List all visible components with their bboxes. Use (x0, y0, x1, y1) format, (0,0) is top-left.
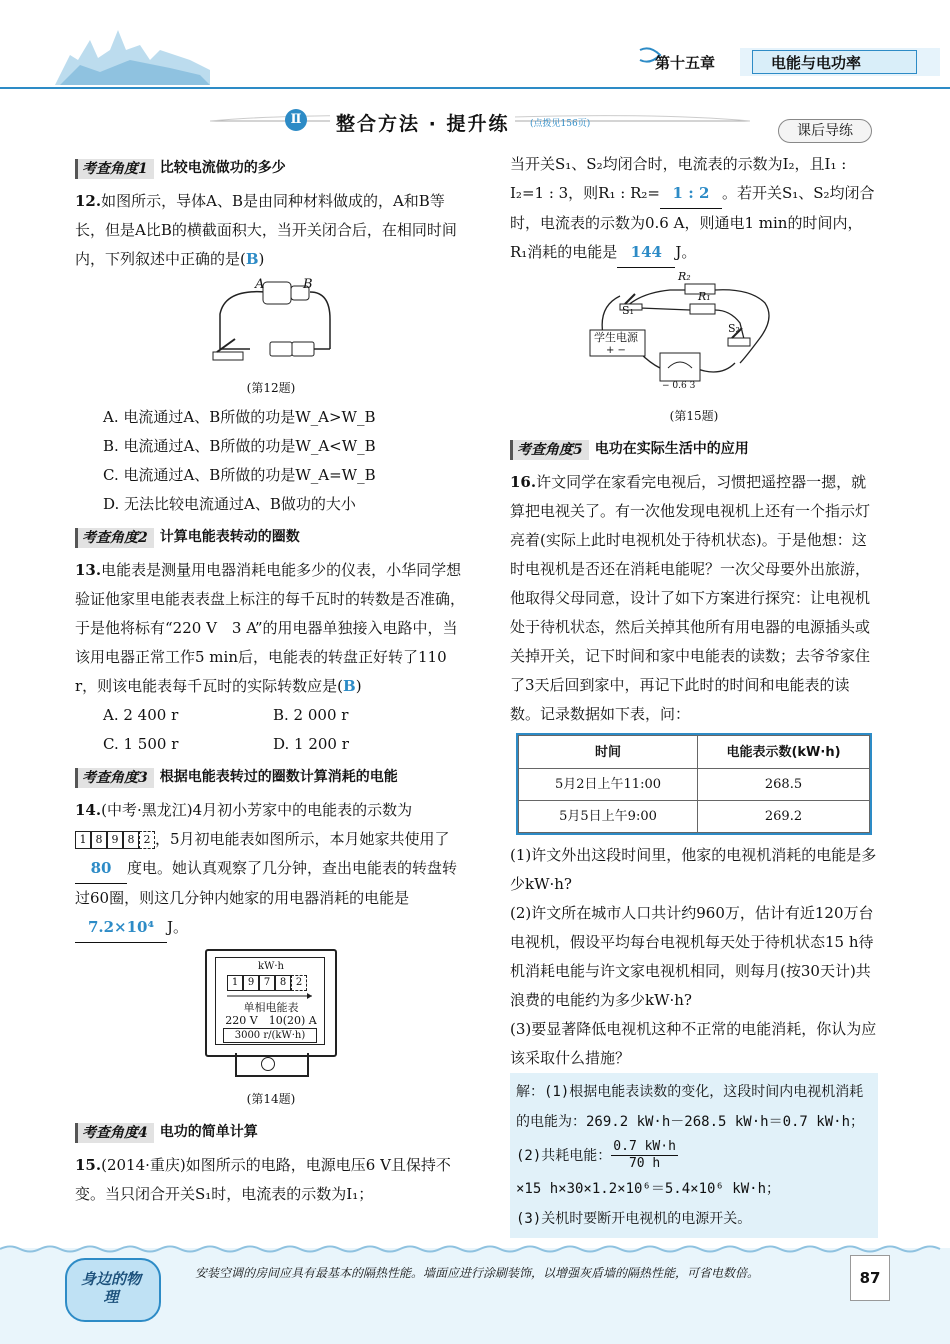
figure-14-meter (75, 949, 467, 1085)
label-a: A (255, 277, 265, 292)
angle-heading-3: 考查角度3 根据电能表转过的圈数计算消耗的电能 (75, 763, 467, 792)
question-16: 16.许文同学在家看完电视后，习惯把遥控器一摁，就算把电视关了。有一次他发现电视机上还有一个指示灯亮着(实际上此时电视机处于待机状态)。于是他想：这时电视机是否还在消耗电能呢？一次父母要外出旅游，他取得父母同意，设计了如下方案进行探究：让电视机处于待机状态，然后关掉其他所有用电器的电源插头或关掉开关，记下时间和家中电能表的读数；去爷爷家住了3天后回到家中，再记下此时的时间和电能表的读数。记录数据如下表，问： (510, 473, 871, 723)
table-cell: 268.5 (698, 769, 870, 801)
sub-question-3: (3)要显著降低电视机这种不正常的电能消耗，你认为应该采取什么措施？ (510, 1020, 877, 1067)
angle-heading-2: 考查角度2 计算电能表转动的圈数 (75, 523, 467, 552)
blank-14-2: 7.2×10⁴ (75, 913, 167, 943)
power-source-label: 学生电源 (594, 331, 638, 344)
label-r1: R₁ (698, 290, 711, 303)
meter-reading-april: 1 8 9 8 2 (75, 831, 155, 849)
option-13d: D. 1 200 r (273, 735, 349, 753)
meter-dial-arrow (227, 992, 317, 1000)
angle-heading-5: 考查角度5 电功在实际生活中的应用 (510, 435, 878, 464)
blank-15-2: 144 (617, 238, 675, 268)
right-column (510, 150, 878, 1238)
table-cell: 269.2 (698, 801, 870, 833)
answer-13: B (343, 677, 356, 695)
option-13c: C. 1 500 r (103, 735, 179, 753)
figure-15 (510, 268, 878, 402)
label-s2: S₂ (728, 322, 740, 335)
blank-15-1: 1 : 2 (660, 179, 722, 209)
footer-wave (0, 1244, 950, 1254)
table-cell: 5月2日上午11:00 (519, 769, 698, 801)
after-class-tag: 课后导练 (778, 119, 872, 143)
meter-digits: 1 9 7 8 2 (227, 975, 307, 991)
sub-question-1: (1)许文外出这段时间里，他家的电视机消耗的电能是多少kW·h? (510, 846, 877, 893)
footer-logo-text: 身边的物理 (80, 1270, 141, 1306)
sub-question-2: (2)许文所在城市人口共计约960万，估计有近120万台电视机，假设平均每台电视机每天处于待机状态15 h待机消耗电能与许文家电视机相同，则每月(按30天计)共浪费的电能约为多少kW·h? (510, 904, 874, 1009)
caption-12: (第12题) (246, 381, 296, 395)
option-12c: C. 电流通过A、B所做的功是W_A=W_B (103, 466, 376, 484)
meter-screw-icon (261, 1057, 275, 1071)
question-15-start: 15.(2014·重庆)如图所示的电路，电源电压6 V且保持不变。当只闭合开关S₁时，电流表的示数为I₁； (75, 1156, 451, 1203)
angle-heading-4: 考查角度4 电功的简单计算 (75, 1118, 467, 1147)
solution-box (510, 1073, 878, 1238)
answer-12: B (245, 250, 259, 268)
question-12: 12.如图所示，导体A、B是由同种材料做成的，A和B等长，但是A比B的横截面积大，当开关闭合后，在相同时间内，下列叙述中正确的是(B) (75, 192, 457, 268)
table-header-row (519, 736, 870, 769)
solution-part-1: 解：(1)根据电能表读数的变化，这段时间内电视机消耗的电能为：269.2 kW·h－268.5 kW·h＝0.7 kW·h； (516, 1084, 865, 1130)
meter-unit: kW·h (258, 961, 284, 972)
chapter-label: 第十五章 (655, 54, 716, 72)
option-12d: D. 无法比较电流通过A、B做功的大小 (103, 495, 356, 513)
solution-part-3: (3)关机时要断开电视机的电源开关。 (516, 1211, 752, 1227)
caption-15: (第15题) (669, 409, 719, 423)
page-number: 87 (850, 1255, 890, 1301)
banner-title: 整合方法 · 提升练 (330, 109, 515, 136)
table-cell: 5月5日上午9:00 (519, 801, 698, 833)
roman-badge: Ⅱ (285, 109, 307, 131)
label-r2: R₂ (678, 270, 691, 283)
options-13-row1 (75, 701, 467, 730)
power-source-terminals: + − (606, 345, 626, 356)
header-banner-art (0, 0, 950, 95)
table-row (519, 801, 870, 833)
option-12a: A. 电流通过A、B所做的功是W_A>W_B (103, 408, 376, 426)
label-b: B (303, 277, 313, 292)
meter-rating: 220 V 10(20) A (225, 1014, 317, 1027)
solution-part-2: (2)共耗电能： $\frac{0.7 kW\cdot h}{70 h}$ ×15 h×30×1.2×10⁶＝5.4×10⁶ kW·h； (516, 1139, 781, 1197)
option-13a: A. 2 400 r (103, 706, 179, 724)
table-header: 时间 (519, 736, 698, 769)
caption-14: (第14题) (246, 1092, 296, 1106)
meter-name: 单相电能表 (243, 1001, 299, 1014)
ammeter-scale: − 0.6 3 (662, 381, 696, 391)
option-12b: B. 电流通过A、B所做的功是W_A<W_B (103, 437, 376, 455)
table-header: 电能表示数(kW·h) (698, 736, 870, 769)
label-s1: S₁ (622, 304, 634, 317)
record-table (518, 735, 870, 833)
meter-constant: 3000 r/(kW·h) (223, 1028, 317, 1043)
section-label: 电能与电功率 (752, 50, 917, 74)
question-13: 13.电能表是测量用电器消耗电能多少的仪表，小华同学想验证他家里电能表表盘上标注的每千瓦时的转数是否准确，于是他将标有“220 V 3 A”的用电器单独接入电路中，当该用电器正常工作5 min后，电能表的转盘正好转了110 r，则该电能表每千瓦时的实际转数应是(B) (75, 561, 466, 695)
figure-12 (75, 274, 467, 374)
options-13-row2 (75, 730, 467, 759)
blank-14-1: 80 (75, 854, 127, 884)
table-row (519, 769, 870, 801)
question-14: 14.(中考·黑龙江)4月初小芳家中的电能表的示数为 1 8 9 8 2 ，5月初电能表如图所示，本月她家共使用了80 度电。她认真观察了几分钟，查出电能表的转盘转过60圈，则这几分钟内她家的用电器消耗的电能是7.2×10⁴ J。 (75, 796, 467, 943)
footer-tip: 安装空调的房间应具有最基本的隔热性能。墙面应进行涂刷装饰，以增强灰盾墙的隔热性能，可省电数倍。 (195, 1266, 760, 1280)
question-15-cont: 当开关S₁、S₂均闭合时，电流表的示数为I₂，且I₁ : I₂=1 : 3，则R₁ : R₂= 1 : 2 。若开关S₁、S₂均闭合时，电流表的示数为0.6 A，则通电1 min的时间内，R₁消耗的电能是 144 J。 (510, 150, 878, 268)
left-column (75, 150, 467, 1209)
angle-heading-1: 考查角度1 比较电流做功的多少 (75, 154, 467, 183)
banner-reference: (点拨见156页) (530, 119, 591, 129)
circuit-12-diagram (75, 274, 467, 374)
solution-fraction: $\frac{0.7 kW\cdot h}{70 h}$ (613, 1139, 676, 1171)
option-13b: B. 2 000 r (273, 706, 349, 724)
record-table-frame (516, 733, 872, 835)
